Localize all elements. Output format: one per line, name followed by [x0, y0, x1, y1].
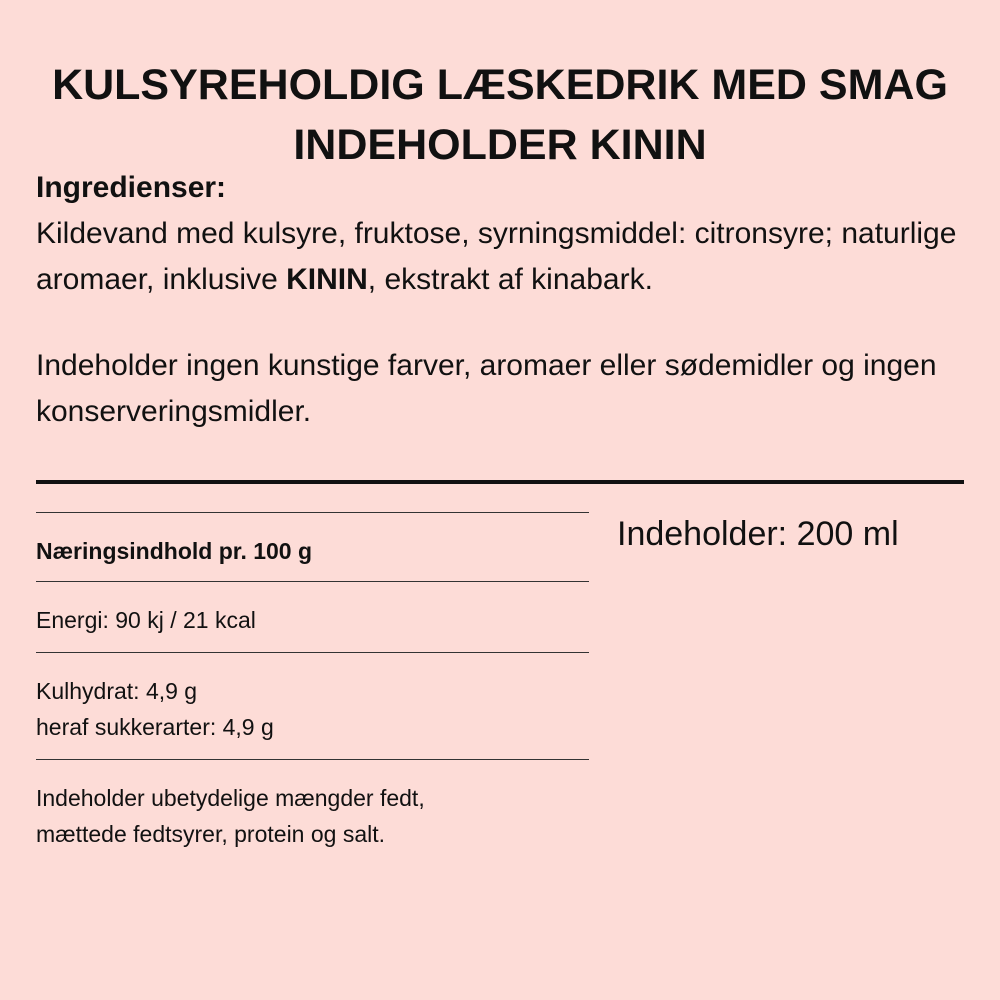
- nutrition-carbohydrate: Kulhydrat: 4,9 g: [36, 678, 198, 704]
- allergen-kinin: KININ: [286, 263, 368, 296]
- ingredients-section: [36, 165, 966, 435]
- product-title: [0, 55, 1000, 175]
- nutrition-note-row: [36, 760, 589, 866]
- section-divider: [36, 480, 964, 484]
- nutrition-note-line-1: Indeholder ubetydelige mængder fedt,: [36, 785, 425, 811]
- nutrition-sugars: heraf sukkerarter: 4,9 g: [36, 714, 274, 740]
- ingredients-text-before: Kildevand med kulsyre, fruktose, syrningsmiddel: citronsyre; naturlige aromaer, inklusive: [36, 217, 957, 296]
- ingredients-text: [36, 217, 956, 296]
- nutrition-heading: Næringsindhold pr. 100 g: [36, 538, 313, 564]
- nutrition-heading-row: [36, 513, 589, 581]
- nutrition-table: [36, 512, 589, 866]
- nutrition-carbohydrate-row: [36, 653, 589, 759]
- nutrition-note-line-2: mættede fedtsyrer, protein og salt.: [36, 821, 386, 847]
- ingredients-text-after: , ekstrakt af kinabark.: [367, 263, 653, 296]
- nutrition-energy: Energi: 90 kj / 21 kcal: [36, 607, 256, 633]
- title-line-1: KULSYREHOLDIG LÆSKEDRIK MED SMAG: [52, 61, 948, 109]
- title-line-2: INDEHOLDER KININ: [293, 121, 707, 169]
- ingredients-heading: Ingredienser:: [36, 171, 227, 204]
- volume-label: Indeholder: 200 ml: [617, 515, 899, 553]
- additives-disclaimer: Indeholder ingen kunstige farver, aromaer eller sødemidler og ingen konserveringsmidler.: [36, 349, 937, 428]
- nutrition-energy-row: [36, 582, 589, 652]
